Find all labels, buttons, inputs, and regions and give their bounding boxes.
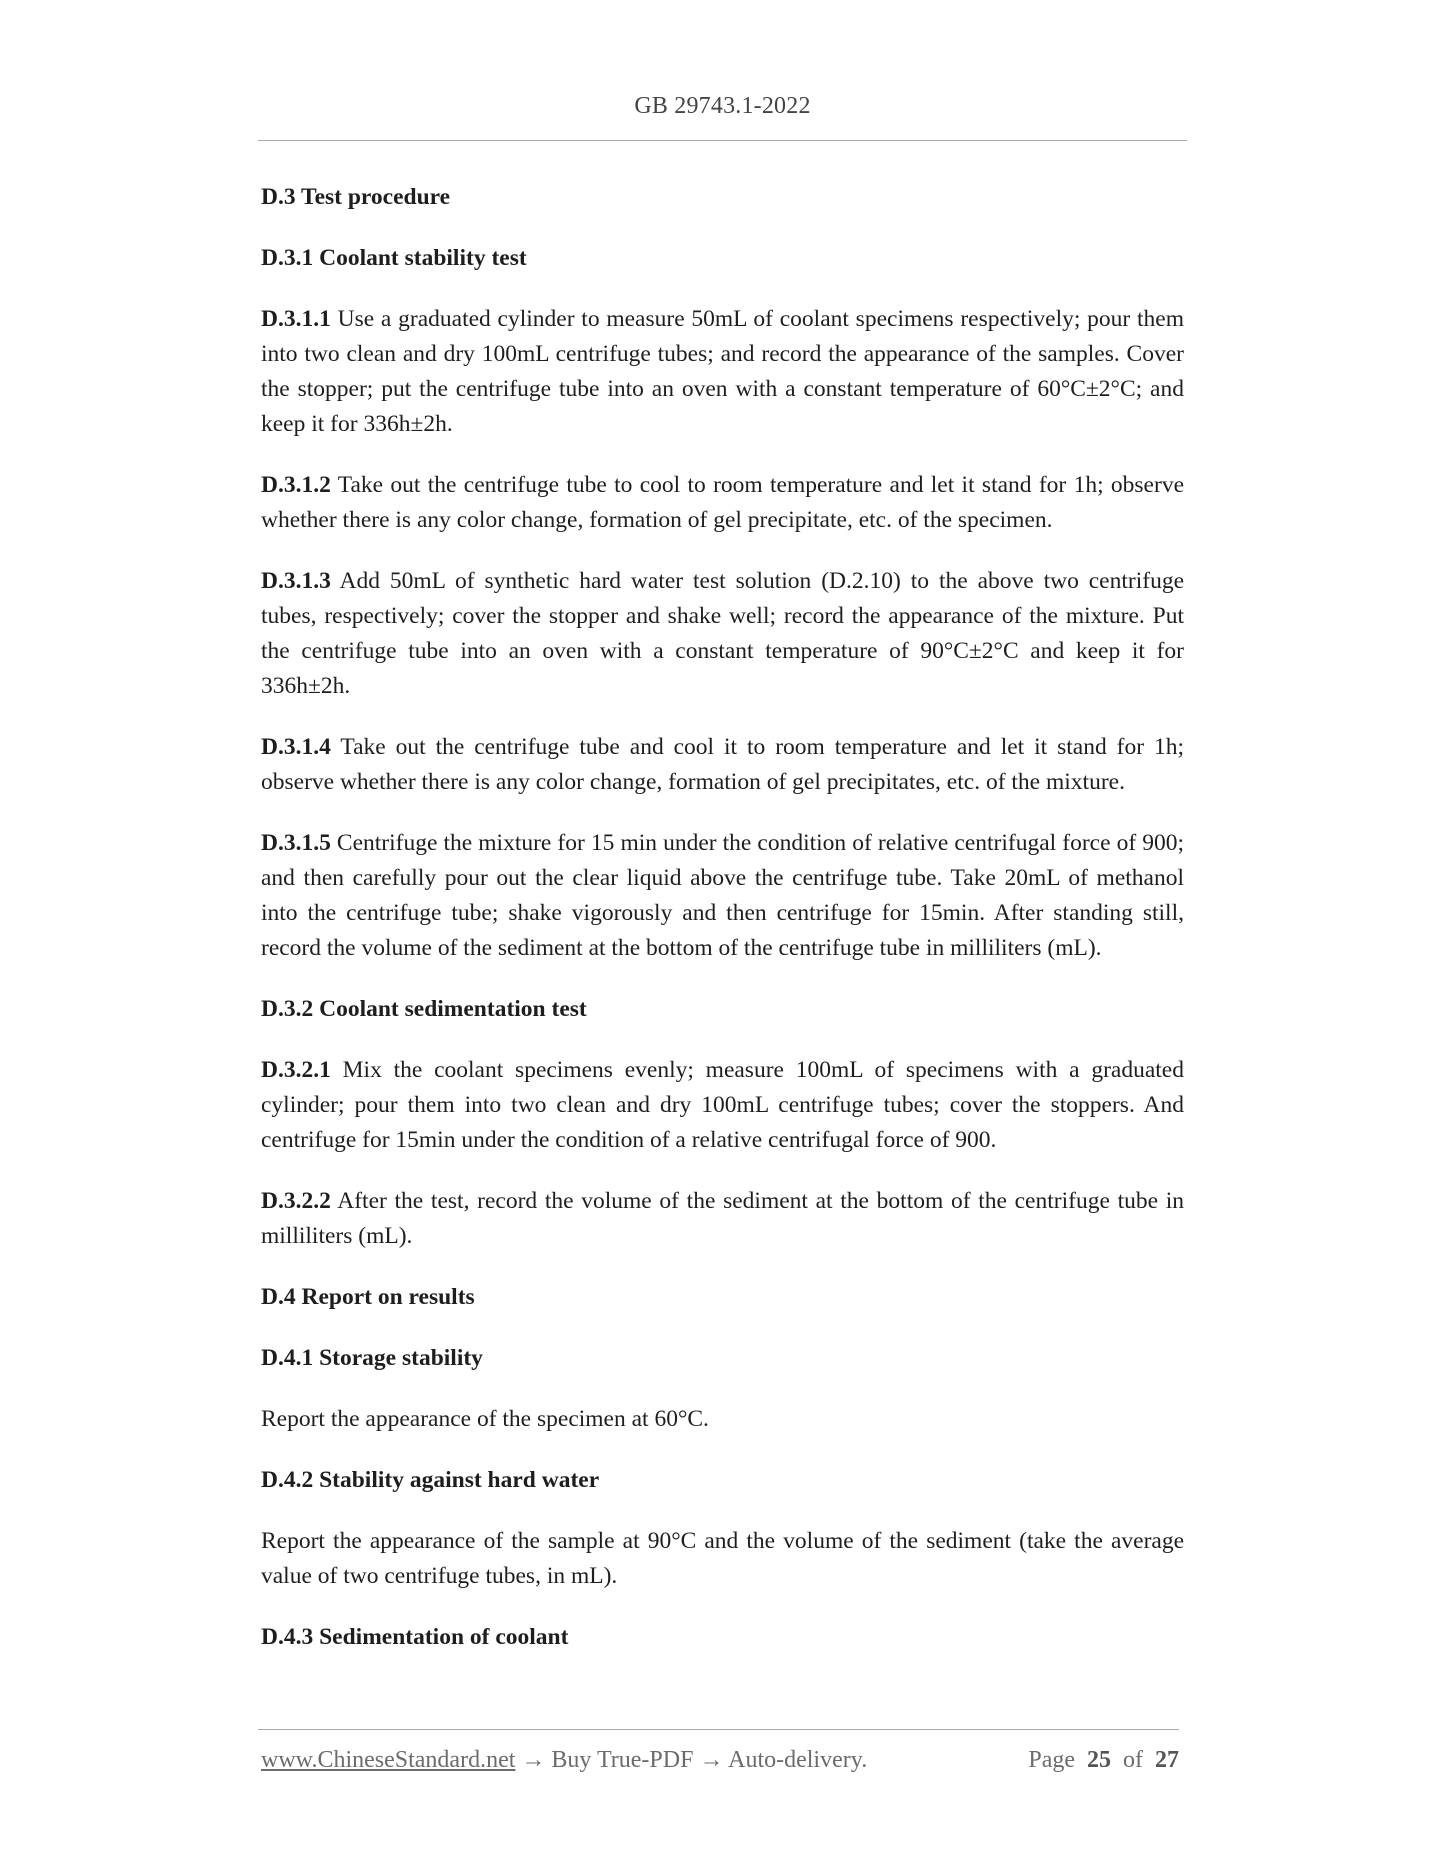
- document-id: GB 29743.1-2022: [634, 93, 811, 119]
- clause-d3-1-3: [261, 564, 1184, 704]
- clause-number: D.3.1.5: [261, 830, 331, 856]
- promo-text: → Buy True-PDF → Auto-delivery.: [515, 1747, 868, 1773]
- section-heading-d4-1: D.4.1 Storage stability: [261, 1345, 483, 1371]
- of-label: of: [1123, 1747, 1143, 1773]
- clause-text: Use a graduated cylinder to measure 50mL of coolant specimens respectively; pour them into two clean and dry 100mL centrifuge tubes; and record the appearance of the samples. Cover the stopper; put the centrifuge tube into an oven with a constant temperature of 60°C±2°C; and keep it for 336h±2h.: [261, 306, 1184, 437]
- header-divider: [258, 140, 1187, 141]
- site-link[interactable]: www.ChineseStandard.net: [261, 1747, 516, 1773]
- clause-number: D.3.1.3: [261, 568, 331, 594]
- clause-d3-2-2: [261, 1184, 1184, 1254]
- clause-d3-1-4: [261, 730, 1184, 800]
- page-indicator: [1028, 1744, 1179, 1776]
- footer-divider: [258, 1729, 1179, 1730]
- paragraph-d4-2: Report the appearance of the sample at 90°C and the volume of the sediment (take the average value of two centrifuge tubes, in mL).: [261, 1528, 1184, 1589]
- clause-d3-1-2: [261, 468, 1184, 538]
- clause-text: Add 50mL of synthetic hard water test solution (D.2.10) to the above two centrifuge tubes, respectively; cover the stopper and shake well; record the appearance of the mixture. Put the centrifuge tube into an oven with a constant temperature of 90°C±2°C and keep it for 336h±2h.: [261, 568, 1184, 699]
- clause-number: D.3.1.2: [261, 472, 331, 498]
- clause-number: D.3.2.1: [261, 1057, 331, 1083]
- clause-text: After the test, record the volume of the sediment at the bottom of the centrifuge tube in milliliters (mL).: [261, 1188, 1184, 1249]
- clause-text: Take out the centrifuge tube to cool to room temperature and let it stand for 1h; observe whether there is any color change, formation of gel precipitate, etc. of the specimen.: [261, 472, 1184, 533]
- clause-d3-2-1: [261, 1053, 1184, 1158]
- clause-d3-1-1: [261, 302, 1184, 442]
- footer-promo: [261, 1744, 867, 1776]
- page-label: Page: [1028, 1747, 1075, 1773]
- clause-number: D.3.1.4: [261, 734, 331, 760]
- page-current: 25: [1087, 1747, 1111, 1773]
- clause-number: D.3.2.2: [261, 1188, 331, 1214]
- section-heading-d3-2: D.3.2 Coolant sedimentation test: [261, 996, 587, 1022]
- section-heading-d4-2: D.4.2 Stability against hard water: [261, 1467, 600, 1493]
- clause-number: D.3.1.1: [261, 306, 331, 332]
- section-heading-d4: D.4 Report on results: [261, 1284, 475, 1310]
- clause-d3-1-5: [261, 826, 1184, 966]
- paragraph-d4-1: Report the appearance of the specimen at 60°C.: [261, 1406, 709, 1432]
- section-heading-d3-1: D.3.1 Coolant stability test: [261, 245, 527, 271]
- clause-text: Mix the coolant specimens evenly; measure 100mL of specimens with a graduated cylinder; pour them into two clean and dry 100mL centrifuge tubes; cover the stoppers. And centrifuge for 15min under the condition of a relative centrifugal force of 900.: [261, 1057, 1184, 1153]
- section-heading-d3: D.3 Test procedure: [261, 184, 451, 210]
- section-heading-d4-3: D.4.3 Sedimentation of coolant: [261, 1624, 569, 1650]
- page-total: 27: [1155, 1747, 1179, 1773]
- page-body: [261, 180, 1184, 1681]
- clause-text: Centrifuge the mixture for 15 min under the condition of relative centrifugal force of 900; and then carefully pour out the clear liquid above the centrifuge tube. Take 20mL of methanol into the centrifuge tube; shake vigorously and then centrifuge for 15min. After standing still, record the volume of the sediment at the bottom of the centrifuge tube in milliliters (mL).: [261, 830, 1184, 961]
- clause-text: Take out the centrifuge tube and cool it to room temperature and let it stand for 1h; observe whether there is any color change, formation of gel precipitates, etc. of the mixture.: [261, 734, 1184, 795]
